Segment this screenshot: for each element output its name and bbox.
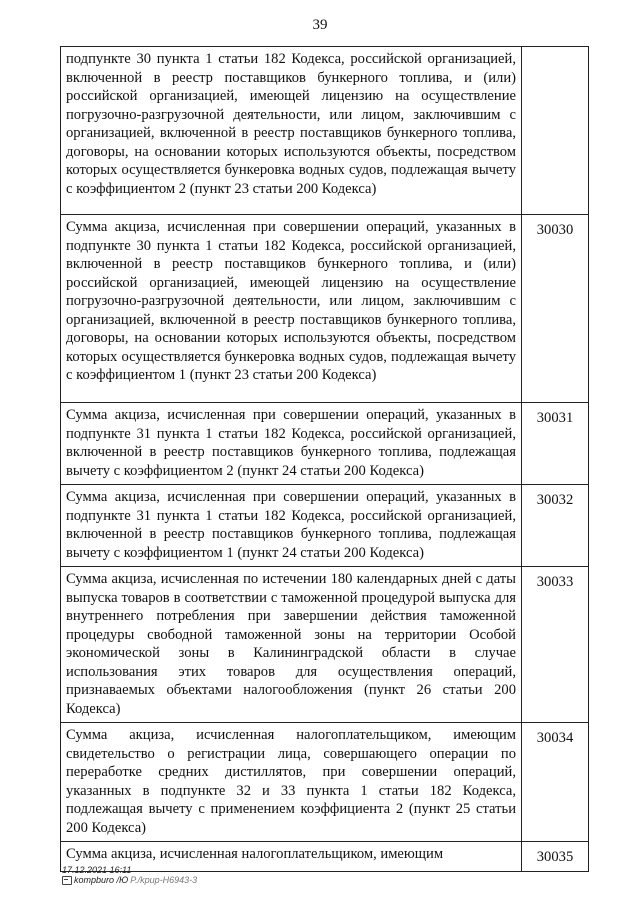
row-description: Сумма акциза, исчисленная при совершении операций, указанных в подпункте 30 пункта 1 статьи 182 Кодекса, российской организацией, включенной в реестр поставщиков бункерного топлива, и (или) российской организацией, имеющей лицензию на осуществление погрузочно-разгрузочной деятельности, или лицом, заключившим с организацией, включенной в реестр поставщиков бункерного топлива, договоры, на основании которых используются объекты, посредством которых осуществляется бункеровка водных судов, подлежащая вычету с коэффициентом 1 (пункт 23 статьи 200 Кодекса)	[61, 215, 522, 403]
row-code: 30033	[522, 567, 589, 723]
table-row	[61, 485, 589, 567]
row-code	[522, 47, 589, 215]
row-code: 30031	[522, 403, 589, 485]
footer-timestamp: 17.12.2021 16:11	[62, 865, 132, 875]
row-code: 30035	[522, 842, 589, 872]
row-code: 30032	[522, 485, 589, 567]
table-row	[61, 215, 589, 403]
row-code: 30034	[522, 723, 589, 842]
row-description: Сумма акциза, исчисленная при совершении операций, указанных в подпункте 31 пункта 1 статьи 182 Кодекса, российской организацией, включенной в реестр поставщиков бункерного топлива, подлежащая вычету с коэффициентом 1 (пункт 24 статьи 200 Кодекса)	[61, 485, 522, 567]
table-row	[61, 403, 589, 485]
table-row	[61, 723, 589, 842]
page-number: 39	[312, 17, 328, 33]
footer-mark: kompburo /Ю	[74, 875, 129, 885]
document-stamp-icon	[62, 876, 72, 885]
row-code: 30030	[522, 215, 589, 403]
row-description: подпункте 30 пункта 1 статьи 182 Кодекса, российской организацией, включенной в реестр поставщиков бункерного топлива, и (или) российской организацией, имеющей лицензию на осуществление погрузочно-разгрузочной деятельности, или лицом, заключившим с организацией, включенной в реестр поставщиков бункерного топлива, договоры, на основании которых используются объекты, посредством которых осуществляется бункеровка водных судов, подлежащая вычету с коэффициентом 2 (пункт 23 статьи 200 Кодекса)	[61, 47, 522, 215]
footer	[62, 865, 197, 885]
row-description: Сумма акциза, исчисленная налогоплательщиком, имеющим свидетельство о регистрации лица, совершающего операции по переработке средних дистиллятов, при совершении операций, указанных в подпункте 32 и 33 пункта 1 статьи 182 Кодекса, подлежащая вычету с применением коэффициента 2 (пункт 25 статьи 200 Кодекса)	[61, 723, 522, 842]
codes-table	[60, 46, 589, 872]
table-row	[61, 567, 589, 723]
row-description: Сумма акциза, исчисленная налогоплательщиком, имеющим	[61, 842, 522, 872]
row-description: Сумма акциза, исчисленная при совершении операций, указанных в подпункте 31 пункта 1 статьи 182 Кодекса, российской организацией, включенной в реестр поставщиков бункерного топлива, подлежащая вычету с коэффициентом 2 (пункт 24 статьи 200 Кодекса)	[61, 403, 522, 485]
table-row	[61, 47, 589, 215]
footer-ref: P./kpup-H6943-3	[130, 875, 198, 885]
row-description: Сумма акциза, исчисленная по истечении 180 календарных дней с даты выпуска товаров в соответствии с таможенной процедурой выпуска для внутреннего потребления при завершении действия таможенной процедуры свободной таможенной зоны на территории Особой экономической зоны в Калининградской области в случае использования этих товаров для осуществления операций, признаваемых объектами налогообложения (пункт 26 статьи 200 Кодекса)	[61, 567, 522, 723]
